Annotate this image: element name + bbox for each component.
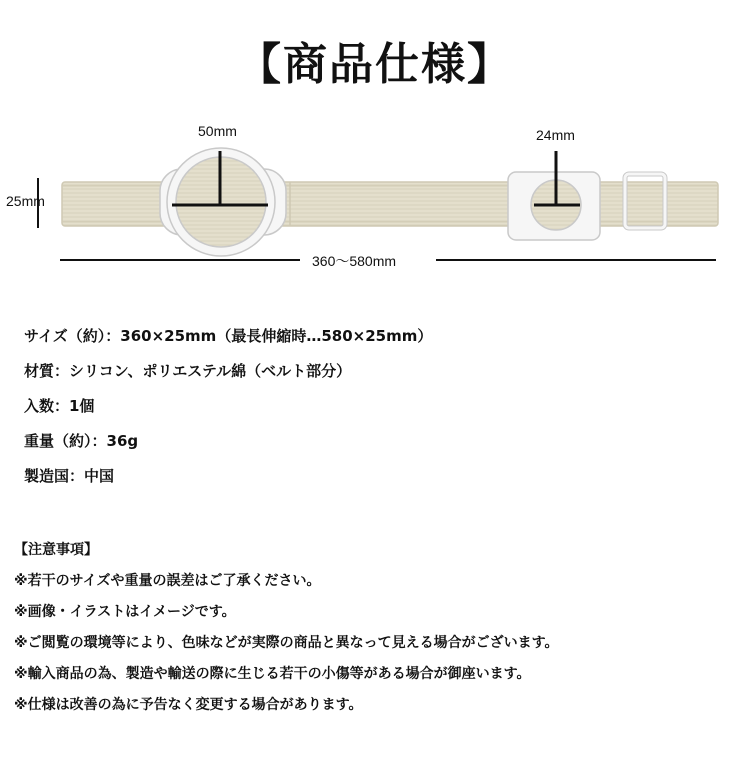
buckle-hole-label: 24mm <box>536 127 575 143</box>
spec-weight: 重量（約）：36g <box>24 432 139 450</box>
notes-heading: 【注意事項】 <box>14 542 98 558</box>
note-item: ※輸入商品の為、製造や輸送の際に生じる若干の小傷等がある場合が御座います。 <box>14 666 531 682</box>
spec-list <box>24 326 432 501</box>
spec-origin: 製造国：中国 <box>24 467 115 485</box>
note-item: ※ご閲覧の環境等により、色味などが実際の商品と異なって見える場合がございます。 <box>14 635 559 651</box>
page-title: 【商品仕様】 <box>237 39 513 90</box>
product-figure <box>0 115 750 285</box>
note-item: ※仕様は改善の為に予告なく変更する場合があります。 <box>14 697 363 713</box>
note-item: ※画像・イラストはイメージです。 <box>14 604 236 620</box>
silicone-ring <box>160 148 286 256</box>
belt-width-label: 25mm <box>6 193 45 209</box>
ring-diameter-label: 50mm <box>198 123 237 139</box>
note-item: ※若干のサイズや重量の誤差はご了承ください。 <box>14 573 321 589</box>
notes-section <box>14 540 559 726</box>
spec-material: 材質：シリコン、ポリエステル綿（ベルト部分） <box>24 362 352 380</box>
length-label: 360〜580mm <box>312 253 397 269</box>
spec-quantity: 入数：1個 <box>24 397 95 415</box>
spec-size: サイズ（約）：360×25mm（最長伸縮時…580×25mm） <box>24 327 433 345</box>
